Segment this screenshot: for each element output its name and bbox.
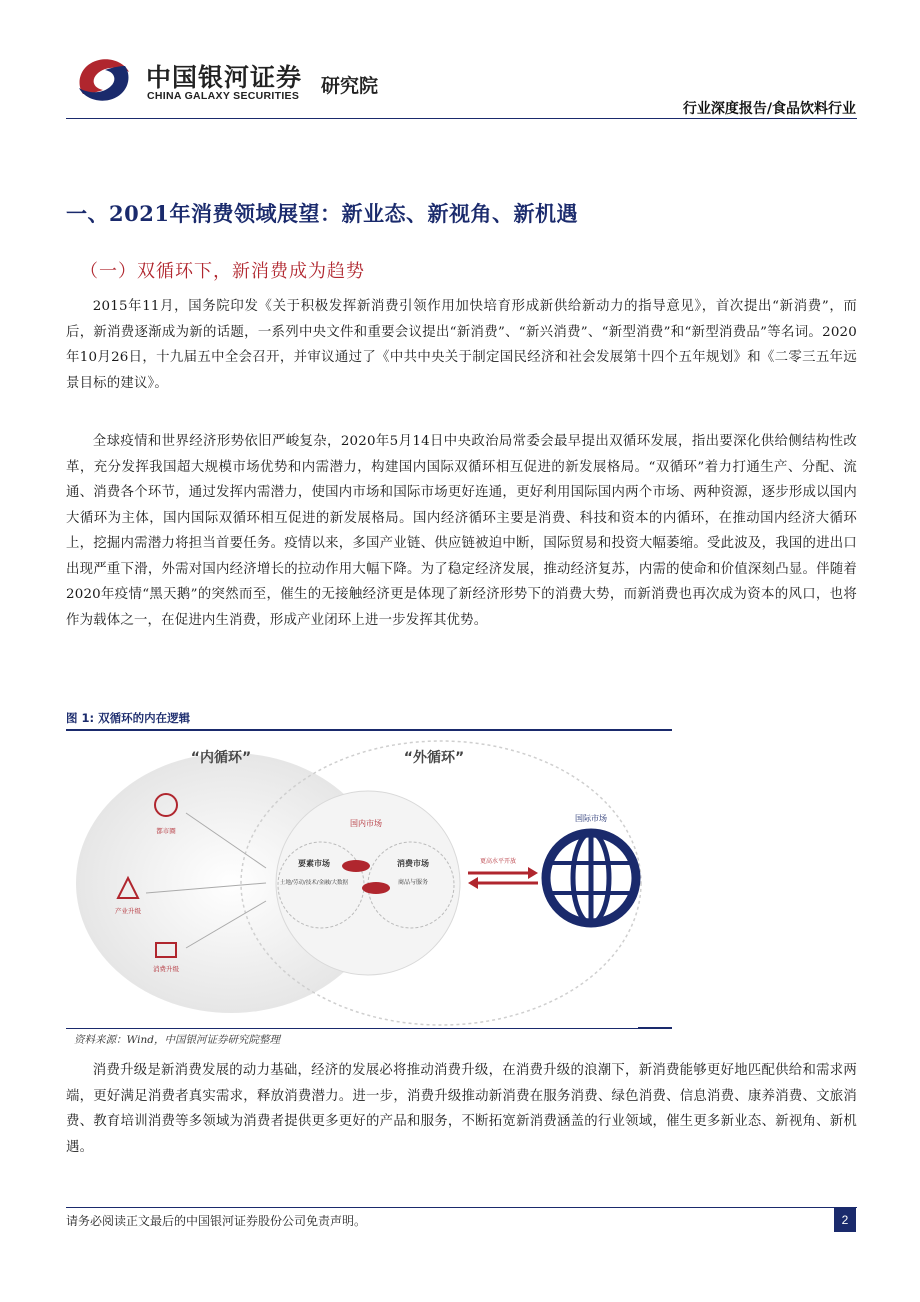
red-disc-1: [342, 860, 370, 872]
metro-label: 都市圈: [156, 827, 176, 835]
logo-english-name: CHINA GALAXY SECURITIES: [147, 90, 300, 102]
opening-label: 更高水平开放: [479, 858, 517, 865]
outer-loop-label: “外循环”: [403, 750, 465, 766]
header-divider: [66, 118, 857, 119]
figure-title: 图 1: 双循环的内在逻辑: [66, 711, 191, 725]
consumption-label: 消费升级: [153, 965, 179, 973]
institute-label: 研究院: [321, 75, 379, 97]
consumer-market-detail: 商品与服务: [397, 879, 429, 886]
footer-disclaimer: 请务必阅读正文最后的中国银河证券股份公司免责声明。: [66, 1214, 367, 1228]
dual-circulation-diagram: [66, 733, 672, 1026]
arrow-left-head: [468, 877, 478, 889]
page-number: 2: [834, 1208, 856, 1232]
international-market-label: 国际市场: [575, 814, 607, 823]
factor-market-detail: 土地/劳动/技术/金融/大数据: [280, 880, 348, 886]
domestic-market-label: 国内市场: [350, 819, 382, 828]
figure-top-rule: [66, 729, 672, 731]
galaxy-logo-icon: [73, 54, 135, 106]
consumer-market-label: 消费市场: [397, 859, 429, 868]
factor-market-label: 要素市场: [298, 859, 330, 868]
arrow-right-head: [528, 867, 538, 879]
section-heading: 一、2021年消费领域展望：新业态、新视角、新机遇: [66, 201, 578, 226]
figure-source: 资料来源：Wind，中国银河证券研究院整理: [74, 1034, 280, 1046]
logo-chinese-name: 中国银河证券: [146, 63, 303, 92]
subsection-heading: （一）双循环下，新消费成为趋势: [80, 261, 365, 282]
paragraph-3: 消费升级是新消费发展的动力基础，经济的发展必将推动消费升级，在消费升级的浪潮下，新消费能够更好地匹配供给和需求两端，更好满足消费者真实需求，释放消费潜力。进一步，消费升级推动新消费在服务消费、绿色消费、信息消费、康养消费、文旅消费、教育培训消费等多领域为消费者提供更多更好的产品和服务，不断拓宽新消费涵盖的行业领域，催生更多新业态、新视角、新机遇。: [66, 1063, 857, 1155]
figure-bottom-rule: [66, 1028, 672, 1029]
red-disc-2: [362, 882, 390, 894]
report-type: 行业深度报告/食品饮料行业: [682, 101, 856, 117]
globe-icon: [546, 833, 636, 923]
paragraph-1: 2015年11月，国务院印发《关于积极发挥新消费引领作用加快培育形成新供给新动力的指导意见》，首次提出“新消费”，而后，新消费逐渐成为新的话题，一系列中央文件和重要会议提出“新消费”、“新兴消费”、“新型消费”和“新型消费品”等名词。2020年10月26日，十九届五中全会召开，并审议通过了《中共中央关于制定国民经济和社会发展第十四个五年规划》和《二零三五年远景目标的建议》。: [66, 299, 857, 391]
industry-label: 产业升级: [115, 907, 141, 915]
figure-bottom-rule-accent: [638, 1027, 672, 1029]
footer-divider: [66, 1207, 857, 1208]
paragraph-2: 全球疫情和世界经济形势依旧严峻复杂，2020年5月14日中央政治局常委会最早提出双循环发展，指出要深化供给侧结构性改革，充分发挥我国超大规模市场优势和内需潜力，构建国内国际双循环相互促进的新发展格局。“双循环”着力打通生产、分配、流通、消费各个环节，通过发挥内需潜力，使国内市场和国际市场更好连通，更好利用国际国内两个市场、两种资源，逐步形成以国内大循环为主体，国内国际双循环相互促进的新发展格局。国内经济循环主要是消费、科技和资本的内循环，在推动国内经济大循环上，挖掘内需潜力将担当首要任务。疫情以来，多国产业链、供应链被迫中断，国际贸易和投资大幅萎缩。受此波及，我国的进出口出现严重下滑，外需对国内经济增长的拉动作用大幅下降。为了稳定经济发展，推动经济复苏，内需的使命和价值深刻凸显。伴随着2020年疫情“黑天鹅”的突然而至，催生的无接触经济更是体现了新经济形势下的消费大势，而新消费也再次成为资本的风口，也将作为载体之一，在促进内生消费，形成产业闭环上进一步发挥其优势。: [66, 434, 857, 628]
inner-loop-label: “内循环”: [190, 750, 252, 766]
